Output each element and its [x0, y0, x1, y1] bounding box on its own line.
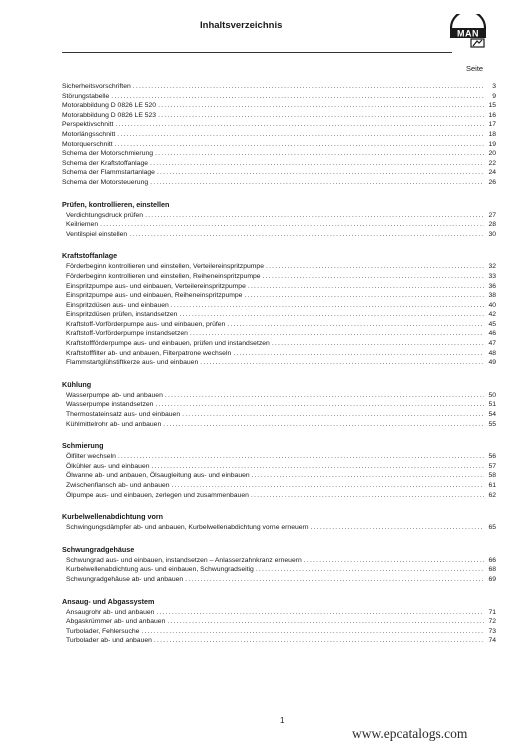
svg-text:MAN: MAN: [457, 28, 479, 39]
toc-entry-page: 9: [492, 92, 496, 100]
section-heading: Kurbelwellenabdichtung vorn: [62, 512, 164, 522]
toc-entry-page: 73: [488, 627, 496, 635]
toc-entry-page: 58: [488, 472, 496, 480]
dot-leader: [157, 168, 484, 178]
toc-entry-label: Turbolader, Fehlersuche: [66, 627, 140, 635]
toc-entry-page: 56: [488, 453, 496, 461]
toc-entry: [62, 310, 496, 320]
toc-entry: [62, 120, 496, 130]
toc-entry-page: 74: [488, 637, 496, 645]
toc-entry-label: Zwischenflansch ab- und anbauen: [66, 482, 170, 489]
toc-entry-page: 47: [488, 340, 496, 348]
toc-entry-page: 42: [488, 311, 496, 319]
toc-entry-page: 49: [488, 359, 496, 367]
toc-entry-label: Schema der Motorschmierung: [62, 150, 154, 158]
toc-entry-label: Einspritzdüsen prüfen, instandsetzen: [66, 311, 178, 319]
toc-entry-page: 32: [488, 263, 496, 271]
section-heading: Ansaug- und Abgassystem: [62, 596, 155, 606]
toc-entry-label: Kurbelwellenabdichtung aus- und einbauen, Schwungradseitig: [66, 566, 254, 574]
toc-section: [62, 545, 496, 585]
toc-entry-label: Motorabbildung D 0826 LE 523: [62, 111, 157, 119]
toc-entry-page: 57: [488, 462, 496, 470]
toc-entry-label: Schema der Kraftstoffanlage: [62, 159, 149, 167]
toc-entry-page: 50: [488, 391, 496, 399]
toc-entry-label: Schwungrad aus- und einbauen, instandsetzen – Anlasserzahnkranz erneuern: [66, 556, 302, 564]
section-heading: Kühlung: [62, 379, 92, 389]
toc-entry: [62, 149, 496, 159]
toc-entry: [62, 556, 496, 566]
toc-entry-label: Schwungradgehäuse ab- und anbauen: [66, 575, 184, 583]
toc-entry: [62, 617, 496, 627]
toc-entry: [62, 140, 496, 150]
toc-entry-label: Schema der Flammstartanlage: [62, 169, 155, 177]
dot-leader: [154, 636, 484, 646]
toc-entry-page: 26: [488, 178, 496, 186]
dot-leader: [304, 556, 484, 566]
toc-entry-page: 71: [488, 608, 496, 616]
toc-entry-page: 19: [488, 140, 496, 148]
toc-entry-label: Schwingungsdämpfer ab- und anbauen, Kurbelwellenabdichtung vorne erneuern: [66, 524, 309, 532]
toc-section: [62, 597, 496, 646]
toc-entry: [62, 168, 496, 178]
toc-entry-label: Ölwanne ab- und anbauen, Ölsaugleitung aus- und einbauen: [66, 472, 250, 480]
dot-leader: [156, 608, 484, 618]
dot-leader: [251, 491, 484, 501]
toc-entry: [62, 272, 496, 282]
toc-section: [62, 251, 496, 368]
section-heading: Prüfen, kontrollieren, einstellen: [62, 199, 170, 209]
page-title: Inhaltsverzeichnis: [200, 20, 283, 31]
dot-leader: [100, 220, 484, 230]
dot-leader: [179, 310, 484, 320]
toc-entry-label: Schema der Motorsteuerung: [62, 178, 149, 186]
watermark: www.epcatalogs.com: [352, 726, 468, 741]
toc-entry-page: 20: [488, 150, 496, 158]
dot-leader: [133, 82, 484, 92]
toc-entry-label: Perspektivschnitt: [62, 121, 114, 129]
header-rule: [62, 52, 452, 53]
toc-entry: [62, 291, 496, 301]
toc-entry-page: 54: [488, 411, 496, 419]
dot-leader: [171, 301, 484, 311]
toc-entry-page: 61: [488, 482, 496, 489]
toc-entry: [62, 575, 496, 585]
toc-entry: [62, 608, 496, 618]
toc-entry: [62, 410, 496, 420]
toc-entry-label: Einspritzpumpe aus- und einbauen, Verteilereinspritzpumpe: [66, 282, 246, 290]
toc-entry-page: 36: [488, 282, 496, 290]
toc-entry: [62, 400, 496, 410]
toc-entry-page: 17: [488, 121, 496, 129]
toc-entry-label: Ventilspiel einstellen: [66, 230, 128, 238]
dot-leader: [248, 282, 484, 292]
toc-entry: [62, 301, 496, 311]
toc-entry-page: 38: [488, 292, 496, 300]
toc-entry-page: 15: [488, 102, 496, 110]
toc-entry-page: 65: [488, 524, 496, 532]
section-heading: Kraftstoffanlage: [62, 251, 118, 261]
toc-entry-page: 33: [488, 272, 496, 280]
toc-entry: [62, 358, 496, 368]
toc-entry-label: Verdichtungsdruck prüfen: [66, 211, 144, 219]
table-of-contents: [62, 82, 496, 658]
toc-entry-label: Motorabbildung D 0826 LE 520: [62, 102, 157, 110]
toc-entry-label: Kühlmittelrohr ab- und anbauen: [66, 420, 162, 428]
toc-entry: [62, 101, 496, 111]
dot-leader: [117, 130, 484, 140]
toc-entry-label: Abgaskrümmer ab- und anbauen: [66, 618, 166, 626]
toc-entry: [62, 220, 496, 230]
dot-leader: [266, 262, 484, 272]
toc-entry-label: Keilriemen: [66, 221, 99, 229]
dot-leader: [185, 575, 484, 585]
seite-label: Seite: [466, 64, 484, 73]
toc-entry: [62, 481, 496, 491]
toc-entry-page: 18: [488, 130, 496, 138]
toc-entry-page: 30: [488, 230, 496, 238]
toc-section: [62, 200, 496, 240]
toc-entry: [62, 636, 496, 646]
page-number: 1: [280, 716, 285, 725]
dot-leader: [263, 272, 484, 282]
toc-entry: [62, 211, 496, 221]
dot-leader: [115, 120, 484, 130]
toc-entry-label: Ansaugrohr ab- und anbauen: [66, 608, 155, 616]
toc-entry-page: 28: [488, 221, 496, 229]
toc-entry-label: Turbolader ab- und anbauen: [66, 637, 152, 645]
toc-entry-page: 55: [488, 420, 496, 428]
toc-entry: [62, 230, 496, 240]
toc-entry-label: Wasserpumpe instandsetzen: [66, 401, 154, 409]
toc-entry: [62, 178, 496, 188]
toc-entry-page: 3: [492, 83, 496, 90]
toc-entry: [62, 262, 496, 272]
section-heading: Schmierung: [62, 441, 104, 451]
toc-entry: [62, 111, 496, 121]
toc-entry-page: 40: [488, 301, 496, 309]
dot-leader: [167, 617, 484, 627]
toc-entry-label: Störungstabelle: [62, 92, 110, 100]
dot-leader: [118, 452, 484, 462]
toc-entry-label: Motorlängsschnitt: [62, 130, 116, 138]
toc-entry: [62, 92, 496, 102]
toc-entry: [62, 329, 496, 339]
dot-leader: [158, 111, 484, 121]
toc-entry: [62, 420, 496, 430]
toc-entry-label: Kraftstoff-Vorförderpumpe instandsetzen: [66, 330, 188, 338]
toc-entry: [62, 523, 496, 533]
toc-entry-label: Ölpumpe aus- und einbauen, zerlegen und zusammenbauen: [66, 491, 249, 499]
toc-entry-label: Einspritzpumpe aus- und einbauen, Reiheneinspritzpumpe: [66, 292, 243, 300]
toc-entry: [62, 339, 496, 349]
toc-section: [62, 380, 496, 429]
dot-leader: [150, 178, 484, 188]
toc-entry: [62, 391, 496, 401]
toc-entry: [62, 320, 496, 330]
toc-entry-label: Einspritzdüsen aus- und einbauen: [66, 301, 169, 309]
dot-leader: [252, 471, 484, 481]
toc-entry: [62, 452, 496, 462]
toc-entry: [62, 82, 496, 92]
dot-leader: [155, 149, 484, 159]
dot-leader: [115, 140, 484, 150]
toc-entry-page: 72: [488, 618, 496, 626]
toc-entry-label: Thermostateinsatz aus- und einbauen: [66, 411, 181, 419]
toc-entry-label: Flammstartglühstiftkerze aus- und einbauen: [66, 359, 199, 367]
toc-entry-page: 62: [488, 491, 496, 499]
toc-entry-page: 69: [488, 575, 496, 583]
dot-leader: [172, 481, 484, 491]
dot-leader: [111, 92, 484, 102]
dot-leader: [182, 410, 484, 420]
dot-leader: [141, 627, 484, 637]
toc-entry: [62, 130, 496, 140]
toc-section: [62, 512, 496, 533]
toc-entry: [62, 349, 496, 359]
toc-entry: [62, 627, 496, 637]
toc-entry-label: Ölfilter wechseln: [66, 453, 116, 461]
dot-leader: [152, 462, 484, 472]
dot-leader: [163, 420, 484, 430]
toc-section: [62, 441, 496, 500]
toc-entry-label: Kraftstoff-Vorförderpumpe aus- und einbauen, prüfen: [66, 320, 226, 328]
toc-entry-label: Ölkühler aus- und einbauen: [66, 462, 150, 470]
toc-entry-label: Förderbeginn kontrollieren und einstellen, Reiheneinspritzpumpe: [66, 272, 261, 280]
toc-entry-label: Kraftstoffförderpumpe aus- und einbauen, prüfen und instandsetzen: [66, 340, 270, 348]
man-logo: [448, 14, 488, 48]
toc-entry-label: Motorquerschnitt: [62, 140, 113, 148]
toc-entry-label: Sicherheitsvorschriften: [62, 83, 131, 90]
toc-entry: [62, 462, 496, 472]
toc-entry-page: 45: [488, 320, 496, 328]
toc-entry-page: 16: [488, 111, 496, 119]
dot-leader: [158, 101, 484, 111]
toc-entry-page: 24: [488, 169, 496, 177]
toc-entry-label: Kraftstofffilter ab- und anbauen, Filterpatrone wechseln: [66, 349, 232, 357]
toc-entry-page: 27: [488, 211, 496, 219]
toc-entry-page: 46: [488, 330, 496, 338]
dot-leader: [227, 320, 484, 330]
toc-entry-page: 22: [488, 159, 496, 167]
toc-entry: [62, 159, 496, 169]
toc-entry: [62, 282, 496, 292]
toc-entry: [62, 565, 496, 575]
dot-leader: [190, 329, 484, 339]
toc-entry-page: 48: [488, 349, 496, 357]
toc-entry: [62, 491, 496, 501]
dot-leader: [155, 400, 484, 410]
dot-leader: [256, 565, 484, 575]
toc-entry-page: 68: [488, 566, 496, 574]
toc-entry-label: Wasserpumpe ab- und anbauen: [66, 391, 163, 399]
section-heading: Schwungradgehäuse: [62, 544, 135, 554]
dot-leader: [272, 339, 484, 349]
toc-entry-page: 51: [488, 401, 496, 409]
dot-leader: [244, 291, 484, 301]
toc-entry-label: Förderbeginn kontrollieren und einstellen, Verteilereinspritzpumpe: [66, 263, 264, 271]
dot-leader: [145, 211, 484, 221]
dot-leader: [165, 391, 484, 401]
dot-leader: [233, 349, 484, 359]
intro-section: [62, 82, 496, 188]
dot-leader: [129, 230, 484, 240]
toc-entry-page: 66: [488, 556, 496, 564]
toc-entry: [62, 471, 496, 481]
dot-leader: [200, 358, 484, 368]
dot-leader: [311, 523, 484, 533]
dot-leader: [150, 159, 484, 169]
